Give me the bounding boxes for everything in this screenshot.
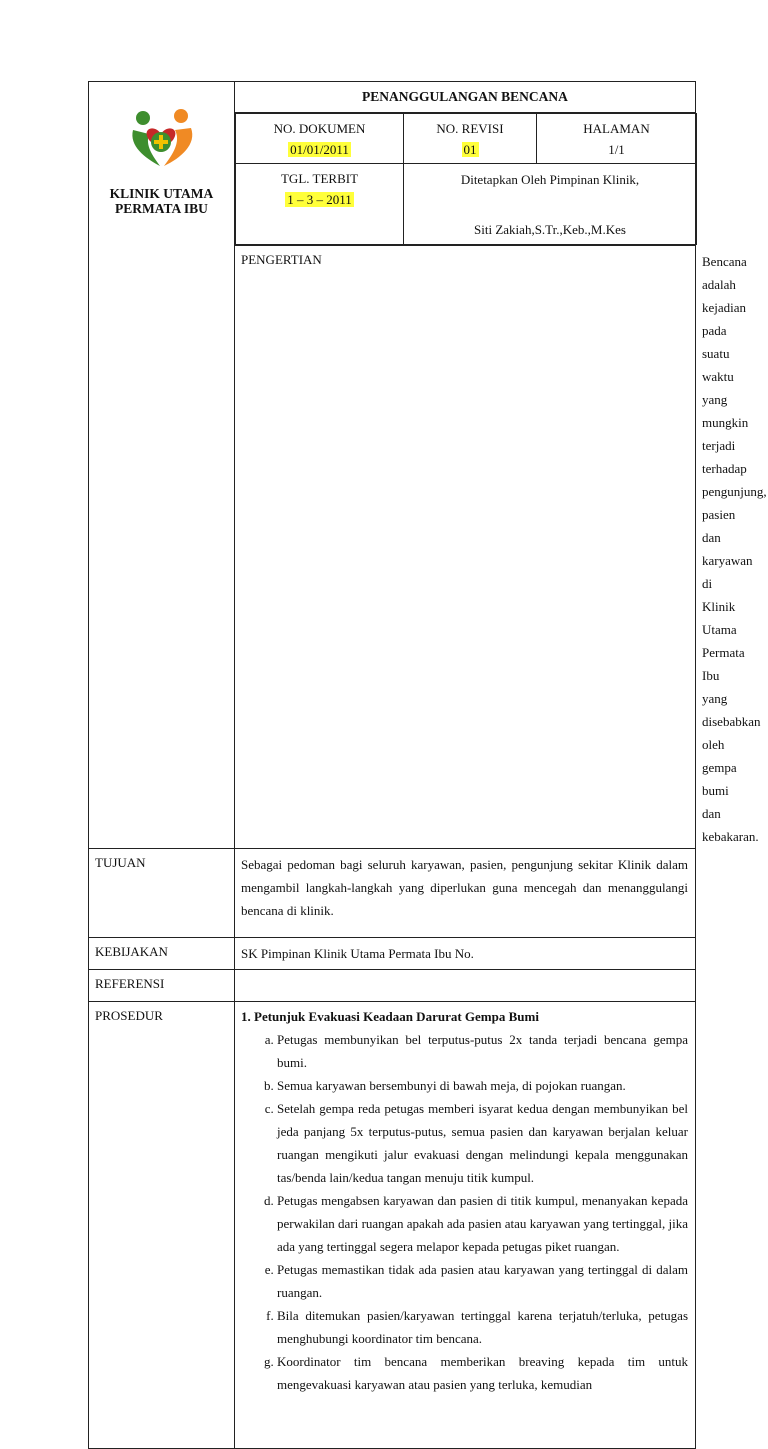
no-revisi-cell <box>404 114 537 164</box>
prosedur-steps <box>241 1028 688 1396</box>
prosedur-content <box>235 1002 696 1449</box>
referensi-label: REFERENSI <box>89 970 235 1002</box>
tujuan-text: Sebagai pedoman bagi seluruh karyawan, pasien, pengunjung sekitar Klinik dalam mengambil langkah-langkah yang diperlukan guna mencegah dan menanggulangi bencana di klinik. <box>235 849 696 938</box>
clinic-logo-icon <box>127 106 197 168</box>
prosedur-step: d. Petugas mengabsen karyawan dan pasien di titik kumpul, menanyakan kepada perwakilan dari ruangan apakah ada pasien atau karyawan yang tertinggal, jika ada yang tertinggal segera melapor kepada petugas piket ruangan. <box>277 1189 688 1258</box>
tgl-terbit-cell <box>236 164 404 245</box>
no-revisi-label: NO. REVISI <box>436 121 504 136</box>
tgl-terbit-label: TGL. TERBIT <box>280 171 359 186</box>
halaman-cell <box>537 114 697 164</box>
no-dokumen-cell <box>236 114 404 164</box>
document-title: PENANGGULANGAN BENCANA <box>235 82 696 113</box>
kebijakan-label: KEBIJAKAN <box>89 938 235 970</box>
kebijakan-text: SK Pimpinan Klinik Utama Permata Ibu No. <box>235 938 696 970</box>
no-dokumen-label: NO. DOKUMEN <box>273 121 366 136</box>
approval-cell <box>404 164 697 245</box>
prosedur-section-title: 1. Petunjuk Evakuasi Keadaan Darurat Gempa Bumi <box>241 1009 539 1024</box>
approval-statement: Ditetapkan Oleh Pimpinan Klinik, <box>460 172 640 187</box>
prosedur-label: PROSEDUR <box>89 1002 235 1449</box>
prosedur-step: e. Petugas memastikan tidak ada pasien atau karyawan yang tertinggal di dalam ruangan. <box>277 1258 688 1304</box>
tgl-terbit-value: 1 – 3 – 2011 <box>287 192 352 207</box>
prosedur-step: f. Bila ditemukan pasien/karyawan tertinggal karena terjatuh/terluka, petugas menghubungi koordinator tim bencana. <box>277 1304 688 1350</box>
no-revisi-value: 01 <box>463 142 477 157</box>
signer-name: Siti Zakiah,S.Tr.,Keb.,M.Kes <box>474 222 626 237</box>
document-meta-cell <box>235 113 696 246</box>
prosedur-step: c. Setelah gempa reda petugas memberi isyarat kedua dengan membunyikan bel jeda panjang 5x terputus-putus, semua pasien dan karyawan berjalan keluar ruangan mengikuti jalur evakuasi dengan melindungi kepala menggunakan tas/benda lain/kedua tangan menuju titik kumpul. <box>277 1097 688 1189</box>
tujuan-label: TUJUAN <box>89 849 235 938</box>
document-meta-table <box>235 113 697 245</box>
no-dokumen-value: 01/01/2011 <box>290 142 349 157</box>
referensi-text <box>235 970 696 1002</box>
clinic-name: KLINIK UTAMA PERMATA IBU <box>109 186 214 216</box>
sop-table: KLINIK UTAMA PERMATA IBU PENANGGULANGAN BENCANA NO. DOKUMEN 01/01/2011 NO. REVISI 01 HALAMAN 1/1 TGL. TERBIT 1 – 3 – 2011 Ditetapkan Oleh Pimpinan Klinik, Siti Zakiah,S.Tr.,Keb.,M.Kes PENGERTIAN Bencana adalah kejadian pada suatu waktu yang mungkin terjadi terhadap pengunjung, pasien dan karyawan di Klinik Utama Permata Ibu yang disebabkan oleh gempa bumi dan kebakaran. TUJUAN Sebagai pedoman bagi seluruh karyawan, pasien, pengunjung sekitar Klinik dalam mengambil langkah-langkah yang diperlukan guna mencegah dan menanggulangi bencana di klinik. KEBIJAKAN SK Pimpinan Klinik Utama Permata Ibu No. REFERENSI PROSEDUR 1. Petunjuk Evakuasi Keadaan Darurat Gempa Bumi a. Petugas membunyikan bel terputus-putus 2x tanda terjadi bencana gempa bumi. b. Semua karyawan bersembunyi di bawah meja, di pojokan ruangan. c. Setelah gempa reda petugas memberi isyarat kedua dengan membunyikan bel jeda panjang 5x terputus-putus, semua pasien dan karyawan berjalan keluar ruangan mengikuti jalur evakuasi dengan melindungi kepala menggunakan tas/benda lain/kedua tangan menuju titik kumpul. d. Petugas mengabsen karyawan dan pasien di titik kumpul, menanyakan kepada perwakilan dari ruangan apakah ada pasien atau karyawan yang tertinggal, jika ada yang tertinggal segera melapor kepada petugas piket ruangan. e. Petugas memastikan tidak ada pasien atau karyawan yang tertinggal di dalam ruangan. f. Bila ditemukan pasien/karyawan tertinggal karena terjatuh/terluka, petugas menghubungi koordinator tim bencana. g. Koordinator tim bencana memberikan breaving kepada tim untuk mengevakuasi karyawan atau pasien yang terluka, kemudian <box>88 81 696 1449</box>
prosedur-step: b. Semua karyawan bersembunyi di bawah meja, di pojokan ruangan. <box>277 1074 688 1097</box>
pengertian-label: PENGERTIAN <box>235 246 696 849</box>
halaman-value: 1/1 <box>608 142 625 157</box>
halaman-label: HALAMAN <box>583 121 650 136</box>
prosedur-step: a. Petugas membunyikan bel terputus-putus 2x tanda terjadi bencana gempa bumi. <box>277 1028 688 1074</box>
clinic-identity-cell <box>89 82 235 849</box>
prosedur-step: g. Koordinator tim bencana memberikan breaving kepada tim untuk mengevakuasi karyawan atau pasien yang terluka, kemudian <box>277 1350 688 1396</box>
